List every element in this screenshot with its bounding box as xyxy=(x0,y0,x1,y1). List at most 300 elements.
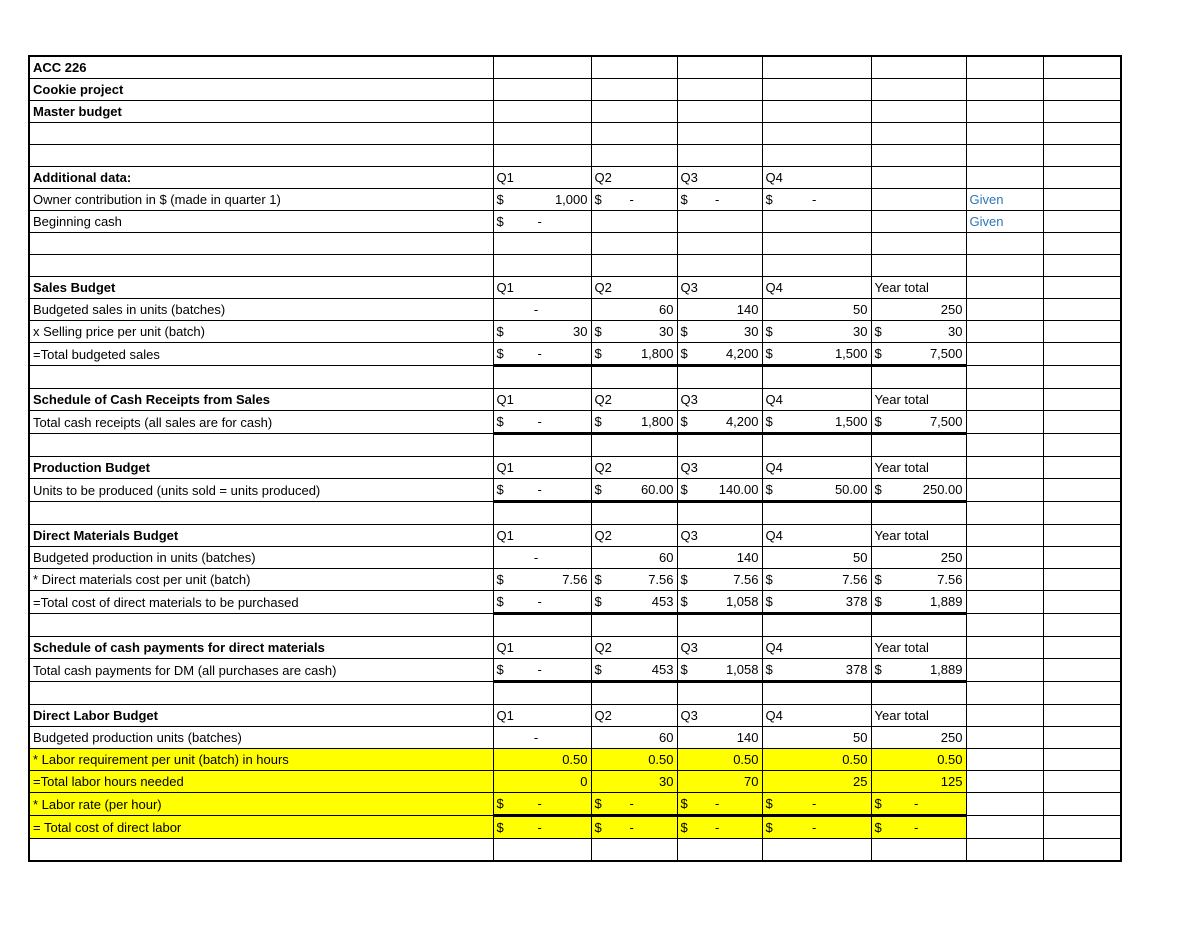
value-cell[interactable] xyxy=(966,816,1043,839)
value-cell[interactable]: Q3 xyxy=(677,389,762,411)
value-cell[interactable] xyxy=(871,614,966,637)
value-cell[interactable] xyxy=(493,56,591,79)
value-cell[interactable] xyxy=(871,233,966,255)
value-cell[interactable] xyxy=(493,321,591,343)
value-cell[interactable] xyxy=(1043,525,1121,547)
value-cell[interactable] xyxy=(591,255,677,277)
value-cell[interactable] xyxy=(677,479,762,502)
value-cell[interactable] xyxy=(591,343,677,366)
value-cell[interactable] xyxy=(677,299,762,321)
value-cell[interactable] xyxy=(591,479,677,502)
value-cell[interactable] xyxy=(677,591,762,614)
value-cell[interactable] xyxy=(591,411,677,434)
value-cell[interactable] xyxy=(762,255,871,277)
value-cell[interactable] xyxy=(493,659,591,682)
row-label-cell[interactable] xyxy=(29,434,493,457)
value-cell[interactable] xyxy=(677,727,762,749)
value-cell[interactable] xyxy=(591,771,677,793)
value-cell[interactable] xyxy=(677,816,762,839)
value-cell[interactable] xyxy=(762,839,871,862)
value-cell[interactable]: Q3 xyxy=(677,167,762,189)
value-cell[interactable]: Q2 xyxy=(591,637,677,659)
value-cell[interactable] xyxy=(966,167,1043,189)
value-cell[interactable] xyxy=(871,79,966,101)
value-cell[interactable]: Q2 xyxy=(591,457,677,479)
value-cell[interactable] xyxy=(1043,434,1121,457)
value-cell[interactable] xyxy=(966,123,1043,145)
value-cell[interactable] xyxy=(1043,299,1121,321)
spreadsheet-body xyxy=(29,56,1121,861)
value-cell[interactable] xyxy=(1043,705,1121,727)
row-label-cell[interactable]: Additional data: xyxy=(29,167,493,189)
value-cell[interactable]: Q1 xyxy=(493,525,591,547)
value-cell[interactable] xyxy=(677,321,762,343)
value-cell[interactable] xyxy=(591,793,677,816)
value-cell[interactable] xyxy=(871,682,966,705)
value-cell[interactable] xyxy=(762,56,871,79)
row-label-cell[interactable]: Schedule of cash payments for direct materials xyxy=(29,637,493,659)
value-cell[interactable]: Q1 xyxy=(493,389,591,411)
value-cell[interactable] xyxy=(1043,255,1121,277)
value-cell[interactable] xyxy=(966,299,1043,321)
value-cell[interactable] xyxy=(871,123,966,145)
row-label-cell[interactable] xyxy=(29,366,493,389)
value-cell[interactable] xyxy=(591,839,677,862)
value-cell[interactable] xyxy=(591,233,677,255)
row-label-cell[interactable] xyxy=(29,123,493,145)
row-label-cell[interactable] xyxy=(29,839,493,862)
value-cell[interactable]: Year total xyxy=(871,637,966,659)
value-cell[interactable] xyxy=(762,233,871,255)
value-cell[interactable] xyxy=(493,839,591,862)
value-cell[interactable]: Year total xyxy=(871,389,966,411)
value-cell[interactable] xyxy=(591,189,677,211)
value-cell[interactable] xyxy=(1043,502,1121,525)
value-cell[interactable] xyxy=(1043,56,1121,79)
value-cell[interactable] xyxy=(762,569,871,591)
value-cell[interactable] xyxy=(493,816,591,839)
row-label-cell[interactable] xyxy=(29,614,493,637)
currency-symbol: $ xyxy=(594,414,602,429)
value-cell[interactable] xyxy=(677,343,762,366)
row-label-cell[interactable]: Schedule of Cash Receipts from Sales xyxy=(29,389,493,411)
value-cell[interactable] xyxy=(762,145,871,167)
value-cell[interactable]: Year total xyxy=(871,277,966,299)
value-cell[interactable] xyxy=(966,457,1043,479)
value-cell[interactable] xyxy=(871,479,966,502)
row-label-cell[interactable]: Owner contribution in $ (made in quarter 1) xyxy=(29,189,493,211)
value-cell[interactable]: Q3 xyxy=(677,705,762,727)
value-cell[interactable] xyxy=(762,79,871,101)
value-cell[interactable] xyxy=(871,321,966,343)
value-cell[interactable] xyxy=(871,101,966,123)
value-cell[interactable] xyxy=(677,211,762,233)
value-cell[interactable] xyxy=(493,255,591,277)
value-cell[interactable] xyxy=(1043,123,1121,145)
value-cell[interactable] xyxy=(1043,167,1121,189)
value-cell[interactable] xyxy=(591,591,677,614)
value-cell[interactable] xyxy=(871,434,966,457)
value-cell[interactable] xyxy=(762,411,871,434)
value-cell[interactable]: Q4 xyxy=(762,389,871,411)
value-cell[interactable] xyxy=(493,547,591,569)
value-cell[interactable] xyxy=(966,614,1043,637)
value-cell[interactable] xyxy=(591,816,677,839)
currency-symbol: $ xyxy=(594,820,602,835)
value-cell[interactable] xyxy=(493,79,591,101)
value-cell[interactable] xyxy=(591,614,677,637)
row-label-cell[interactable]: Sales Budget xyxy=(29,277,493,299)
value-cell[interactable] xyxy=(966,727,1043,749)
value-cell[interactable] xyxy=(1043,479,1121,502)
value-cell[interactable] xyxy=(966,749,1043,771)
value-cell[interactable] xyxy=(1043,793,1121,816)
value-cell[interactable] xyxy=(966,793,1043,816)
value-cell[interactable] xyxy=(966,525,1043,547)
row-label-cell[interactable]: Direct Labor Budget xyxy=(29,705,493,727)
value-cell[interactable] xyxy=(966,637,1043,659)
value-cell[interactable]: Year total xyxy=(871,705,966,727)
row-label-cell[interactable] xyxy=(29,233,493,255)
value-cell[interactable] xyxy=(493,591,591,614)
row-label-cell[interactable] xyxy=(29,682,493,705)
value-cell[interactable] xyxy=(493,502,591,525)
value-cell[interactable] xyxy=(1043,682,1121,705)
value-cell[interactable] xyxy=(966,366,1043,389)
value-cell[interactable] xyxy=(762,479,871,502)
value-cell[interactable] xyxy=(871,569,966,591)
value-cell[interactable]: Q1 xyxy=(493,167,591,189)
value-cell[interactable] xyxy=(871,659,966,682)
value-cell[interactable] xyxy=(1043,366,1121,389)
value-cell[interactable] xyxy=(762,547,871,569)
value-cell[interactable] xyxy=(762,682,871,705)
value-cell[interactable] xyxy=(871,591,966,614)
value-cell[interactable] xyxy=(871,411,966,434)
value-cell[interactable]: Q4 xyxy=(762,277,871,299)
value-cell[interactable] xyxy=(966,343,1043,366)
value-cell[interactable] xyxy=(871,189,966,211)
value-cell[interactable] xyxy=(871,793,966,816)
row-label-cell[interactable]: ACC 226 xyxy=(29,56,493,79)
value-cell[interactable] xyxy=(1043,277,1121,299)
value-cell[interactable]: Q4 xyxy=(762,525,871,547)
currency-symbol: $ xyxy=(594,662,602,677)
value-cell[interactable] xyxy=(493,771,591,793)
value-cell[interactable] xyxy=(966,479,1043,502)
value-cell[interactable] xyxy=(966,839,1043,862)
value-cell[interactable] xyxy=(677,793,762,816)
value-cell[interactable] xyxy=(871,547,966,569)
value-cell[interactable] xyxy=(762,211,871,233)
value-cell[interactable] xyxy=(591,547,677,569)
value-cell[interactable] xyxy=(591,682,677,705)
row-label-cell[interactable]: Master budget xyxy=(29,101,493,123)
value-cell[interactable] xyxy=(762,659,871,682)
value-cell[interactable]: Given xyxy=(966,189,1043,211)
value-cell[interactable] xyxy=(677,839,762,862)
value-cell[interactable] xyxy=(1043,233,1121,255)
value-cell[interactable] xyxy=(1043,343,1121,366)
row-label-cell[interactable]: =Total budgeted sales xyxy=(29,343,493,366)
value-cell[interactable] xyxy=(677,659,762,682)
value-cell[interactable] xyxy=(1043,411,1121,434)
value-cell[interactable] xyxy=(966,389,1043,411)
value-cell[interactable]: Given xyxy=(966,211,1043,233)
value-cell[interactable] xyxy=(762,614,871,637)
value-cell[interactable] xyxy=(493,343,591,366)
value-cell[interactable] xyxy=(966,659,1043,682)
value-cell[interactable] xyxy=(1043,211,1121,233)
value-cell[interactable]: Q2 xyxy=(591,167,677,189)
value-cell[interactable] xyxy=(677,682,762,705)
value-cell[interactable] xyxy=(677,79,762,101)
value-cell[interactable] xyxy=(677,547,762,569)
row-label-cell[interactable]: = Total cost of direct labor xyxy=(29,816,493,839)
value-cell[interactable] xyxy=(591,321,677,343)
value-cell[interactable] xyxy=(677,233,762,255)
value-cell[interactable] xyxy=(677,366,762,389)
value-cell[interactable] xyxy=(493,123,591,145)
row-label-cell[interactable]: * Direct materials cost per unit (batch) xyxy=(29,569,493,591)
value-cell[interactable] xyxy=(762,816,871,839)
value-cell[interactable] xyxy=(493,101,591,123)
value-cell[interactable] xyxy=(493,434,591,457)
value-cell[interactable] xyxy=(966,411,1043,434)
sheet-row xyxy=(29,502,1121,525)
cell-number: 60 xyxy=(659,550,674,565)
value-cell[interactable] xyxy=(966,771,1043,793)
value-cell[interactable] xyxy=(1043,79,1121,101)
value-cell[interactable] xyxy=(677,569,762,591)
value-cell[interactable] xyxy=(871,56,966,79)
value-cell[interactable] xyxy=(493,479,591,502)
row-label-cell[interactable] xyxy=(29,255,493,277)
row-label-cell[interactable] xyxy=(29,145,493,167)
value-cell[interactable] xyxy=(591,434,677,457)
value-cell[interactable]: Q1 xyxy=(493,277,591,299)
value-cell[interactable]: Q2 xyxy=(591,277,677,299)
value-cell[interactable] xyxy=(1043,321,1121,343)
value-cell[interactable] xyxy=(591,366,677,389)
value-cell[interactable] xyxy=(1043,727,1121,749)
value-cell[interactable] xyxy=(493,793,591,816)
value-cell[interactable] xyxy=(966,569,1043,591)
value-cell[interactable]: Q3 xyxy=(677,525,762,547)
value-cell[interactable]: Q2 xyxy=(591,705,677,727)
value-cell[interactable] xyxy=(591,123,677,145)
value-cell[interactable]: Q4 xyxy=(762,705,871,727)
value-cell[interactable] xyxy=(762,321,871,343)
value-cell[interactable] xyxy=(762,749,871,771)
value-cell[interactable] xyxy=(966,682,1043,705)
value-cell[interactable] xyxy=(591,727,677,749)
value-cell[interactable] xyxy=(591,749,677,771)
value-cell[interactable] xyxy=(762,771,871,793)
value-cell[interactable] xyxy=(1043,637,1121,659)
value-cell[interactable] xyxy=(1043,457,1121,479)
value-cell[interactable] xyxy=(871,502,966,525)
value-cell[interactable] xyxy=(677,145,762,167)
value-cell[interactable] xyxy=(871,167,966,189)
value-cell[interactable] xyxy=(762,434,871,457)
value-cell[interactable] xyxy=(493,189,591,211)
value-cell[interactable] xyxy=(762,793,871,816)
value-cell[interactable] xyxy=(677,502,762,525)
value-cell[interactable] xyxy=(1043,569,1121,591)
row-label-cell[interactable]: Production Budget xyxy=(29,457,493,479)
value-cell[interactable] xyxy=(871,727,966,749)
value-cell[interactable] xyxy=(1043,659,1121,682)
value-cell[interactable] xyxy=(966,101,1043,123)
cell-number: - xyxy=(913,796,919,811)
currency-symbol: $ xyxy=(874,324,882,339)
value-cell[interactable] xyxy=(871,299,966,321)
value-cell[interactable] xyxy=(1043,145,1121,167)
value-cell[interactable] xyxy=(871,839,966,862)
value-cell[interactable] xyxy=(762,101,871,123)
value-cell[interactable] xyxy=(966,502,1043,525)
value-cell[interactable] xyxy=(1043,591,1121,614)
value-cell[interactable] xyxy=(677,614,762,637)
value-cell[interactable] xyxy=(1043,389,1121,411)
value-cell[interactable] xyxy=(762,727,871,749)
value-cell[interactable]: Q2 xyxy=(591,389,677,411)
row-label-cell[interactable]: =Total cost of direct materials to be purchased xyxy=(29,591,493,614)
value-cell[interactable] xyxy=(871,749,966,771)
value-cell[interactable] xyxy=(966,79,1043,101)
value-cell[interactable] xyxy=(966,434,1043,457)
value-cell[interactable] xyxy=(1043,749,1121,771)
value-cell[interactable] xyxy=(762,299,871,321)
value-cell[interactable] xyxy=(591,569,677,591)
value-cell[interactable] xyxy=(1043,189,1121,211)
value-cell[interactable] xyxy=(1043,771,1121,793)
value-cell[interactable]: Q3 xyxy=(677,457,762,479)
value-cell[interactable] xyxy=(677,255,762,277)
value-cell[interactable]: Year total xyxy=(871,457,966,479)
value-cell[interactable] xyxy=(762,123,871,145)
value-cell[interactable] xyxy=(762,366,871,389)
value-cell[interactable] xyxy=(493,411,591,434)
value-cell[interactable] xyxy=(871,211,966,233)
value-cell[interactable] xyxy=(1043,614,1121,637)
value-cell[interactable] xyxy=(591,502,677,525)
value-cell[interactable] xyxy=(762,502,871,525)
value-cell[interactable] xyxy=(591,299,677,321)
row-label-cell[interactable]: Total cash receipts (all sales are for cash) xyxy=(29,411,493,434)
value-cell[interactable] xyxy=(1043,101,1121,123)
value-cell[interactable] xyxy=(677,749,762,771)
row-label-cell[interactable]: Budgeted sales in units (batches) xyxy=(29,299,493,321)
currency-symbol: $ xyxy=(496,662,504,677)
value-cell[interactable] xyxy=(493,682,591,705)
row-label-cell[interactable]: Budgeted production units (batches) xyxy=(29,727,493,749)
value-cell[interactable] xyxy=(677,123,762,145)
value-cell[interactable] xyxy=(677,189,762,211)
value-cell[interactable] xyxy=(762,343,871,366)
value-cell[interactable] xyxy=(966,56,1043,79)
value-cell[interactable] xyxy=(966,145,1043,167)
value-cell[interactable]: Q1 xyxy=(493,457,591,479)
row-label-cell[interactable]: * Labor requirement per unit (batch) in hours xyxy=(29,749,493,771)
row-label-cell[interactable]: x Selling price per unit (batch) xyxy=(29,321,493,343)
value-cell[interactable] xyxy=(493,366,591,389)
value-cell[interactable] xyxy=(493,233,591,255)
value-cell[interactable] xyxy=(493,569,591,591)
value-cell[interactable] xyxy=(493,145,591,167)
row-label-cell[interactable]: Total cash payments for DM (all purchases are cash) xyxy=(29,659,493,682)
value-cell[interactable] xyxy=(966,547,1043,569)
value-cell[interactable]: Q4 xyxy=(762,457,871,479)
row-label-cell[interactable]: Cookie project xyxy=(29,79,493,101)
row-label-cell[interactable]: Budgeted production in units (batches) xyxy=(29,547,493,569)
value-cell[interactable] xyxy=(1043,547,1121,569)
value-cell[interactable] xyxy=(1043,816,1121,839)
value-cell[interactable] xyxy=(966,591,1043,614)
row-label-cell[interactable] xyxy=(29,502,493,525)
value-cell[interactable]: Q4 xyxy=(762,167,871,189)
value-cell[interactable]: Q1 xyxy=(493,705,591,727)
value-cell[interactable] xyxy=(591,211,677,233)
value-cell[interactable]: Q2 xyxy=(591,525,677,547)
value-cell[interactable] xyxy=(591,101,677,123)
value-cell[interactable] xyxy=(677,101,762,123)
value-cell[interactable] xyxy=(493,749,591,771)
value-cell[interactable] xyxy=(677,411,762,434)
value-cell[interactable] xyxy=(966,705,1043,727)
value-cell[interactable] xyxy=(871,255,966,277)
currency-symbol: $ xyxy=(496,214,504,229)
row-label-cell[interactable]: * Labor rate (per hour) xyxy=(29,793,493,816)
value-cell[interactable]: Q3 xyxy=(677,637,762,659)
row-label-cell[interactable]: Beginning cash xyxy=(29,211,493,233)
value-cell[interactable] xyxy=(677,434,762,457)
value-cell[interactable]: Year total xyxy=(871,525,966,547)
value-cell[interactable] xyxy=(493,299,591,321)
value-cell[interactable] xyxy=(762,591,871,614)
value-cell[interactable] xyxy=(871,816,966,839)
cell-number: 50.00 xyxy=(834,482,868,497)
row-label-cell[interactable]: Direct Materials Budget xyxy=(29,525,493,547)
value-cell[interactable] xyxy=(966,233,1043,255)
value-cell[interactable] xyxy=(493,614,591,637)
value-cell[interactable] xyxy=(966,321,1043,343)
value-cell[interactable] xyxy=(871,771,966,793)
sheet-row xyxy=(29,771,1121,793)
value-cell[interactable] xyxy=(871,145,966,167)
value-cell[interactable] xyxy=(762,189,871,211)
value-cell[interactable] xyxy=(591,56,677,79)
value-cell[interactable] xyxy=(677,56,762,79)
value-cell[interactable] xyxy=(1043,839,1121,862)
value-cell[interactable] xyxy=(871,366,966,389)
value-cell[interactable] xyxy=(966,277,1043,299)
value-cell[interactable] xyxy=(871,343,966,366)
value-cell[interactable]: Q3 xyxy=(677,277,762,299)
value-cell[interactable] xyxy=(591,145,677,167)
row-label-cell[interactable]: =Total labor hours needed xyxy=(29,771,493,793)
value-cell[interactable] xyxy=(493,211,591,233)
value-cell[interactable] xyxy=(966,255,1043,277)
row-label-cell[interactable]: Units to be produced (units sold = units produced) xyxy=(29,479,493,502)
value-cell[interactable] xyxy=(493,727,591,749)
value-cell[interactable] xyxy=(591,659,677,682)
value-cell[interactable]: Q4 xyxy=(762,637,871,659)
value-cell[interactable] xyxy=(591,79,677,101)
value-cell[interactable]: Q1 xyxy=(493,637,591,659)
value-cell[interactable] xyxy=(677,771,762,793)
